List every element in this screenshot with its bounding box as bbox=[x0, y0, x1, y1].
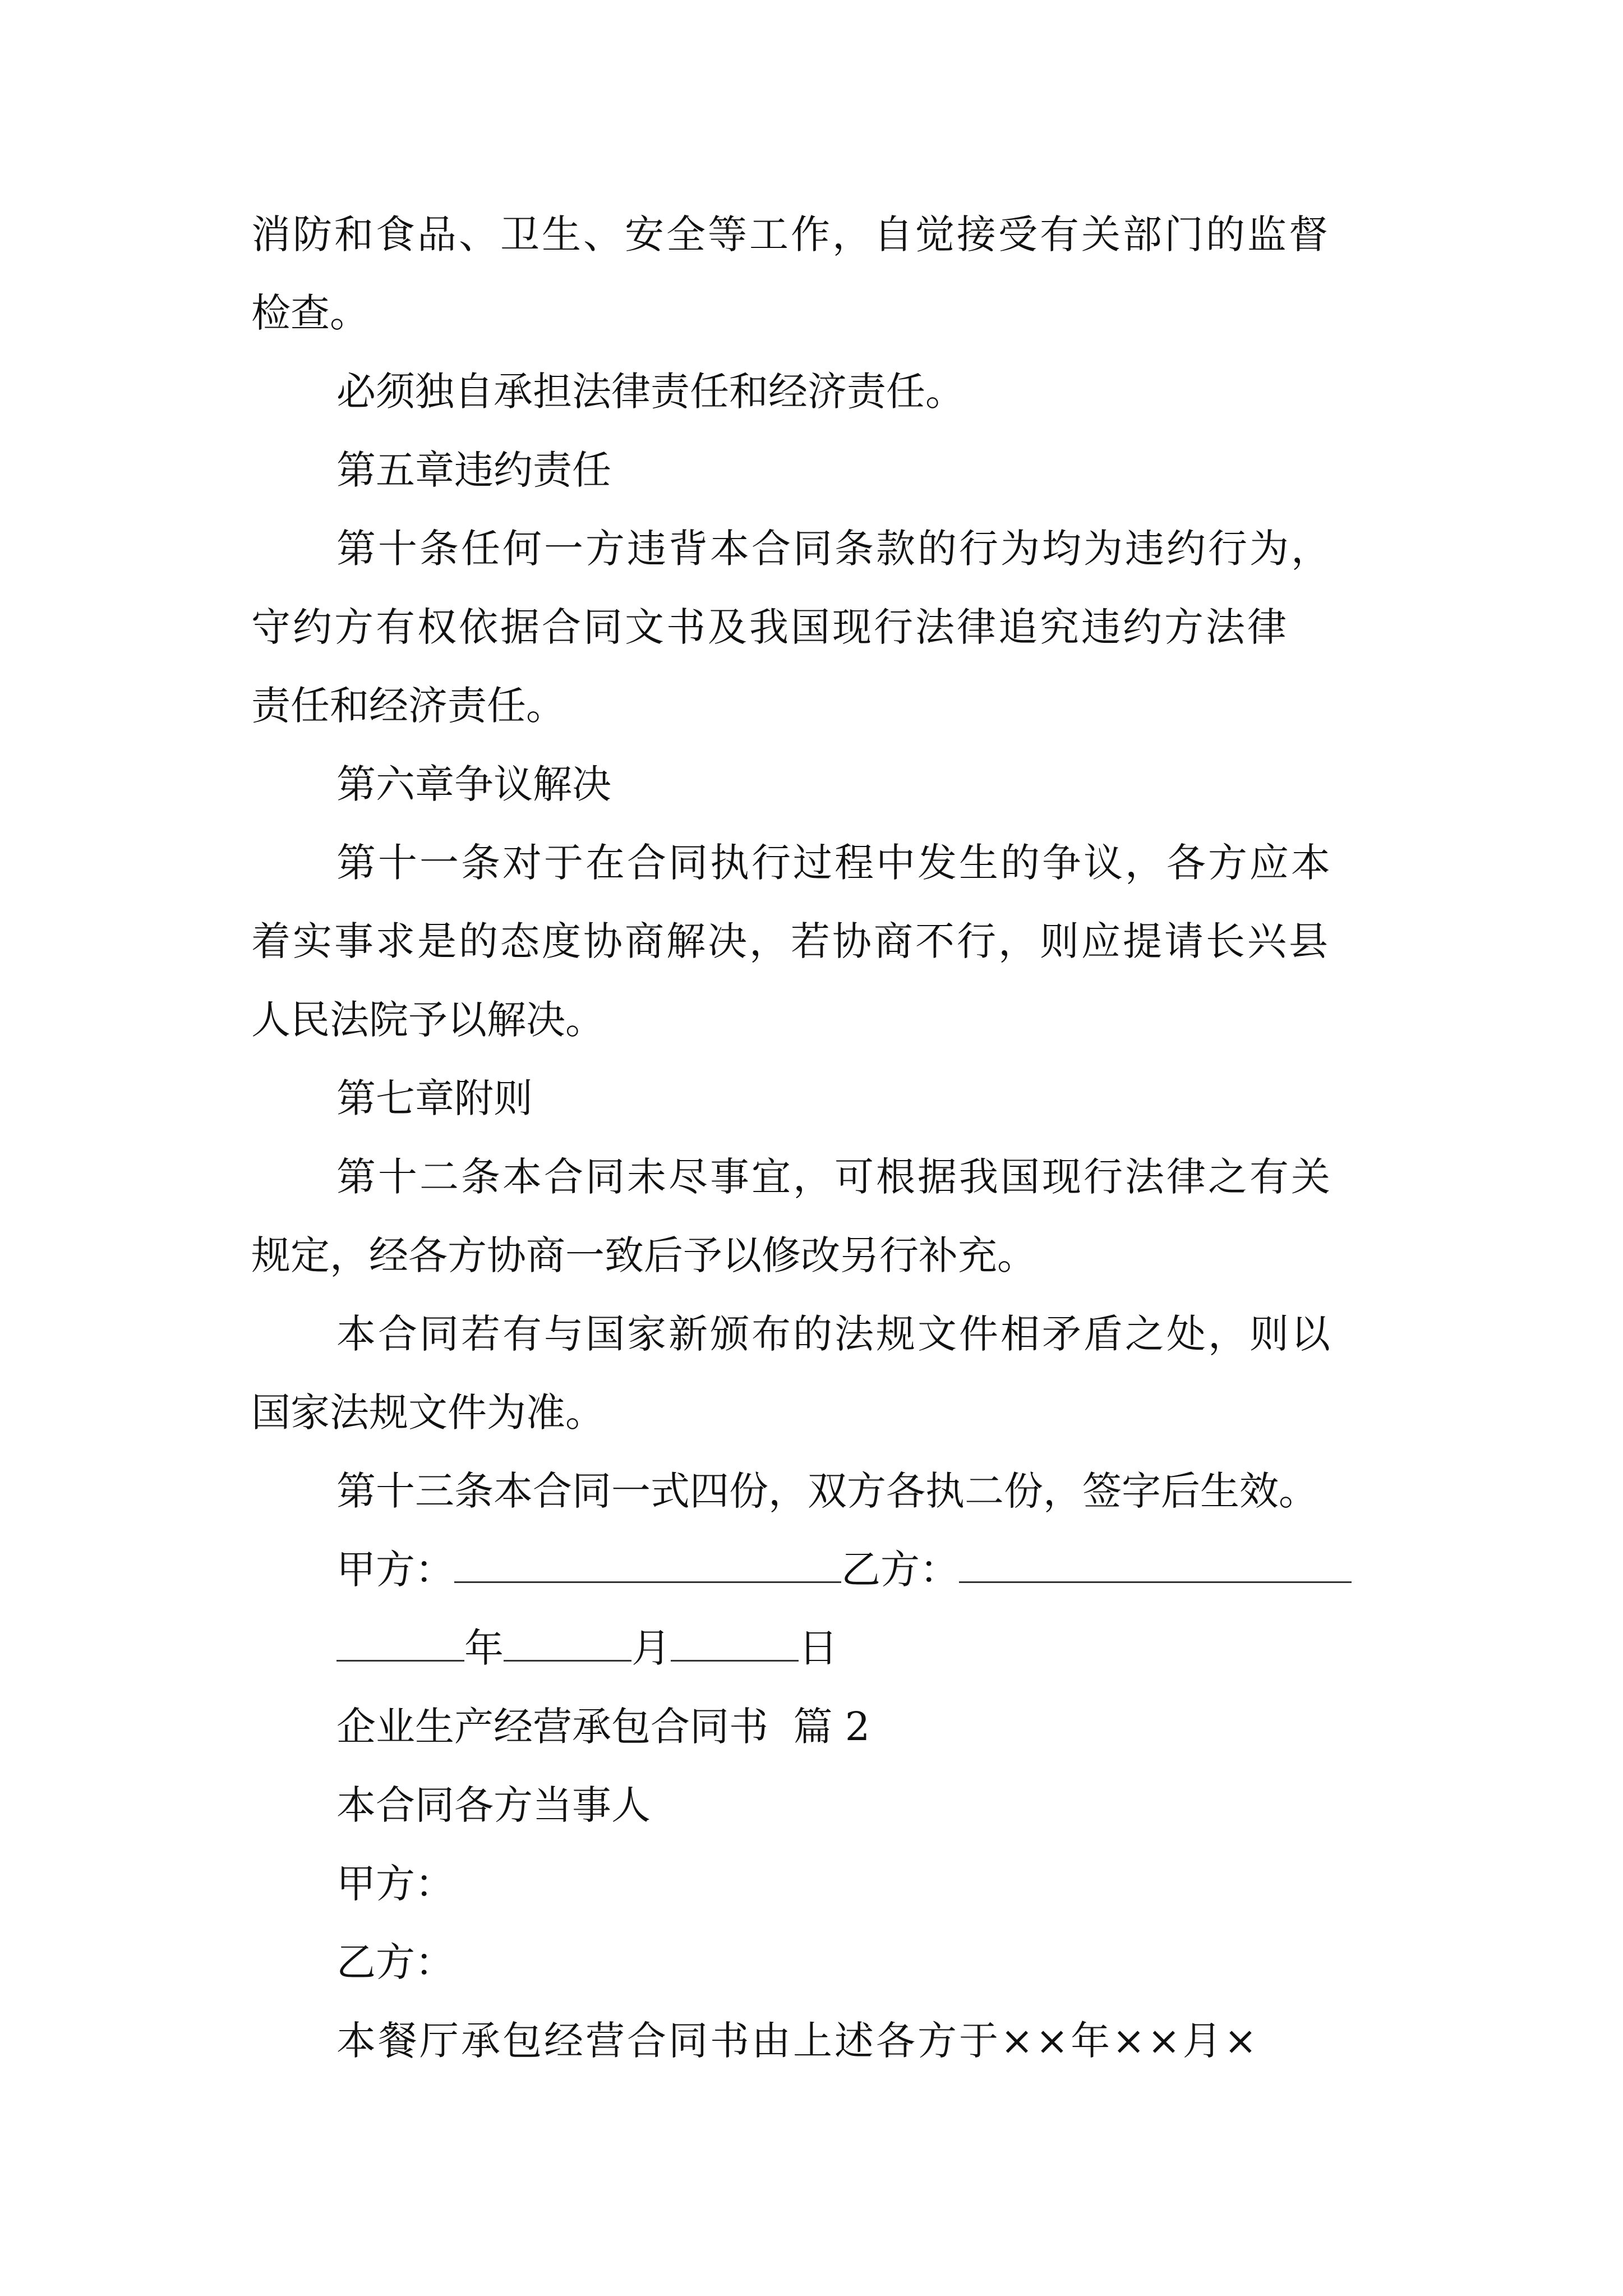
paragraph-line: 着实事求是的态度协商解决，若协商不行，则应提请长兴县 bbox=[251, 918, 1330, 964]
party-b-line: 乙方： bbox=[336, 1939, 454, 1985]
party-b-blank bbox=[959, 1542, 1352, 1583]
paragraph-line: 人民法院予以解决。 bbox=[251, 997, 605, 1043]
chapter-heading: 第七章附则 bbox=[336, 1075, 533, 1121]
year-blank bbox=[336, 1621, 464, 1662]
section-title: 企业生产经营承包合同书 篇 2 bbox=[336, 1704, 870, 1750]
paragraph-line: 第十条任何一方违背本合同条款的行为均为违约行为， bbox=[336, 526, 1332, 572]
paragraph-line: 本合同若有与国家新颁布的法规文件相矛盾之处，则以 bbox=[336, 1311, 1332, 1357]
signature-line bbox=[336, 1542, 1384, 1598]
year-label: 年 bbox=[464, 1625, 504, 1671]
paragraph-line: 本餐厅承包经营合同书由上述各方于××年××月× bbox=[336, 2018, 1260, 2064]
paragraph-line: 检查。 bbox=[251, 290, 369, 336]
chapter-heading: 第六章争议解决 bbox=[336, 761, 611, 807]
chapter-heading: 第五章违约责任 bbox=[336, 447, 611, 493]
paragraph-line: 本合同各方当事人 bbox=[336, 1782, 651, 1828]
party-a-blank bbox=[454, 1542, 841, 1583]
day-label: 日 bbox=[799, 1625, 838, 1671]
paragraph-line: 责任和经济责任。 bbox=[251, 683, 565, 729]
paragraph-line: 第十二条本合同未尽事宜，可根据我国现行法律之有关 bbox=[336, 1154, 1332, 1200]
paragraph-line: 第十一条对于在合同执行过程中发生的争议，各方应本 bbox=[336, 840, 1332, 886]
date-line bbox=[336, 1620, 1384, 1676]
paragraph-line: 国家法规文件为准。 bbox=[251, 1389, 605, 1435]
party-a-label: 甲方： bbox=[336, 1547, 454, 1593]
paragraph-line: 规定，经各方协商一致后予以修改另行补充。 bbox=[251, 1232, 1036, 1278]
month-label: 月 bbox=[631, 1625, 671, 1671]
party-b-label: 乙方： bbox=[841, 1547, 959, 1593]
paragraph-line: 守约方有权依据合同文书及我国现行法律追究违约方法律 bbox=[251, 604, 1289, 650]
paragraph-line: 第十三条本合同一式四份，双方各执二份，签字后生效。 bbox=[336, 1468, 1318, 1514]
paragraph-line: 必须独自承担法律责任和经济责任。 bbox=[336, 369, 965, 415]
day-blank bbox=[671, 1621, 799, 1662]
party-a-line: 甲方： bbox=[336, 1861, 454, 1907]
paragraph-line: 消防和食品、卫生、安全等工作，自觉接受有关部门的监督 bbox=[251, 211, 1330, 257]
month-blank bbox=[504, 1621, 631, 1662]
